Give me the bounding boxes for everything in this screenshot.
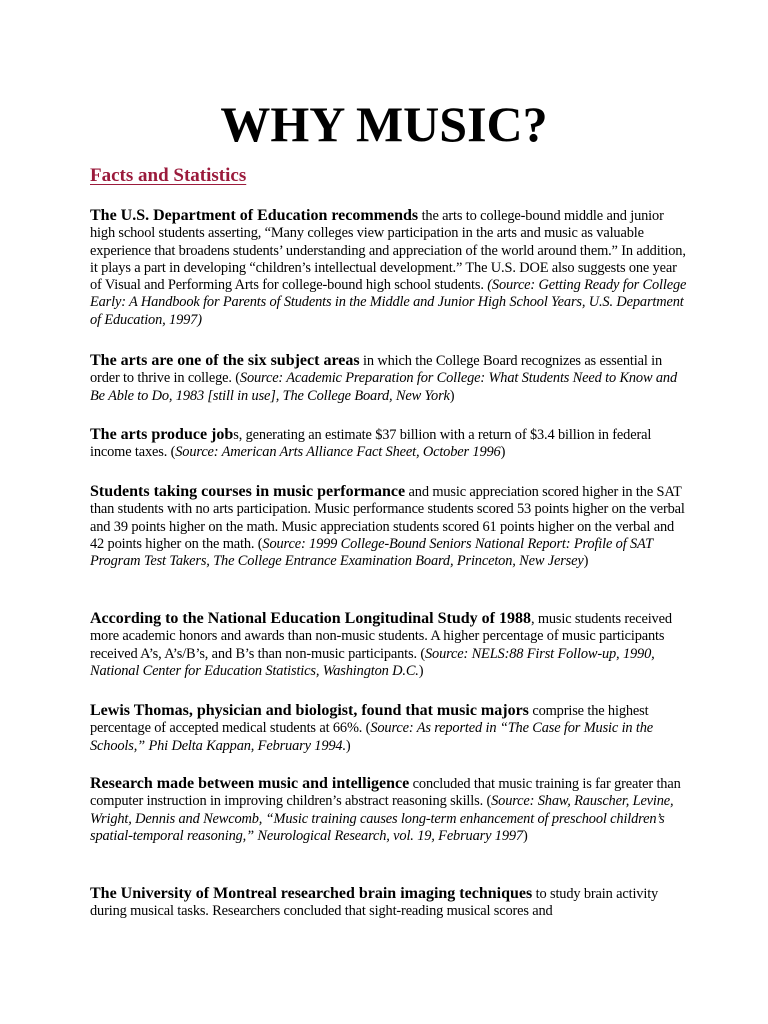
page-title: WHY MUSIC?	[220, 96, 548, 152]
paragraph-after: )	[500, 444, 506, 461]
paragraph-lead: The arts are one of the six subject areas	[90, 352, 360, 369]
paragraph-body: the arts to college-bound middle and junior high school students asserting, “Many colleges view participation in the arts and music as valuable experience that broadens students’ understanding and appreciation of the world around them.” In addition, it plays a part in developing “children’s intellectual development.” The U.S. DOE also suggests one year of Visual and Performing Arts for college-bound high school students.	[90, 208, 686, 294]
paragraph-music-performance-sat	[90, 483, 690, 570]
paragraph-lewis-thomas	[90, 702, 690, 755]
paragraph-lead: The arts produce job	[90, 426, 234, 443]
paragraph-lead: Lewis Thomas, physician and biologist, found that music majors	[90, 702, 529, 719]
paragraph-source: Source: 1999 College-Bound Seniors National Report: Profile of SAT Program Test Takers, The College Entrance Examination Board, Princeton, New Jersey	[90, 535, 653, 570]
paragraph-lead: Students taking courses in music performance	[90, 483, 406, 500]
paragraph-after: )	[345, 737, 351, 754]
paragraph-lead: According to the National Education Longitudinal Study of 1988	[90, 610, 531, 627]
paragraph-lead: The University of Montreal researched brain imaging techniques	[90, 885, 533, 902]
paragraph-university-montreal	[90, 885, 690, 921]
paragraph-music-intelligence	[90, 775, 690, 845]
paragraph-dept-of-education	[90, 207, 690, 329]
paragraph-body: s, generating an estimate $37 billion with a return of $3.4 billion in federal income taxes. (	[90, 427, 652, 461]
section-heading: Facts and Statistics	[90, 165, 247, 186]
paragraph-after: )	[418, 662, 424, 679]
paragraph-arts-produce-jobs	[90, 426, 690, 462]
paragraph-body: and music appreciation scored higher in the SAT than students with no arts participation. Music performance students scored 53 points higher on the verbal and 39 points higher on the math. Music appreciation students scored 61 points higher on the verbal and 42 points higher on the math. (	[90, 484, 685, 552]
paragraph-nels-1988	[90, 610, 690, 680]
paragraph-after: )	[449, 387, 455, 404]
paragraph-source: Source: American Arts Alliance Fact Sheet, October 1996	[175, 444, 501, 461]
paragraph-source: (Source: Getting Ready for College Early: A Handbook for Parents of Students in the Middle and Junior High School Years, U.S. Department of Education, 1997)	[90, 277, 687, 328]
paragraph-body: concluded that music training is far greater than computer instruction in improving children’s abstract reasoning skills. (	[90, 776, 681, 810]
paragraph-lead: Research made between music and intelligence	[90, 775, 410, 792]
paragraph-after: )	[583, 553, 589, 570]
paragraph-after: )	[522, 827, 528, 844]
paragraph-body: to study brain activity during musical tasks. Researchers concluded that sight-reading musical scores and	[90, 886, 659, 920]
paragraph-six-subject-areas	[90, 352, 690, 405]
paragraph-source: Source: As reported in “The Case for Music in the Schools,” Phi Delta Kappan, February 1994.	[90, 720, 654, 754]
paragraph-source: Source: Shaw, Rauscher, Levine, Wright, Dennis and Newcomb, “Music training causes long-term enhancement of preschool children’s spatial-temporal reasoning,” Neurological Research, vol. 19, February 1997	[90, 793, 674, 844]
paragraph-source: Source: Academic Preparation for College: What Students Need to Know and Be Able to Do, 1983 [still in use], The College Board, New York	[90, 370, 678, 404]
paragraph-body: comprise the highest percentage of accepted medical students at 66%. (	[90, 703, 649, 737]
paragraph-body: , music students received more academic honors and awards than non-music students. A higher percentage of music participants received A’s, A’s/B’s, and B’s than non-music participants. (	[90, 611, 672, 662]
paragraph-source: Source: NELS:88 First Follow-up, 1990, National Center for Education Statistics, Washington D.C.	[90, 645, 655, 679]
paragraph-lead: The U.S. Department of Education recommends	[90, 207, 419, 224]
paragraph-body: in which the College Board recognizes as essential in order to thrive in college. (	[90, 353, 663, 387]
